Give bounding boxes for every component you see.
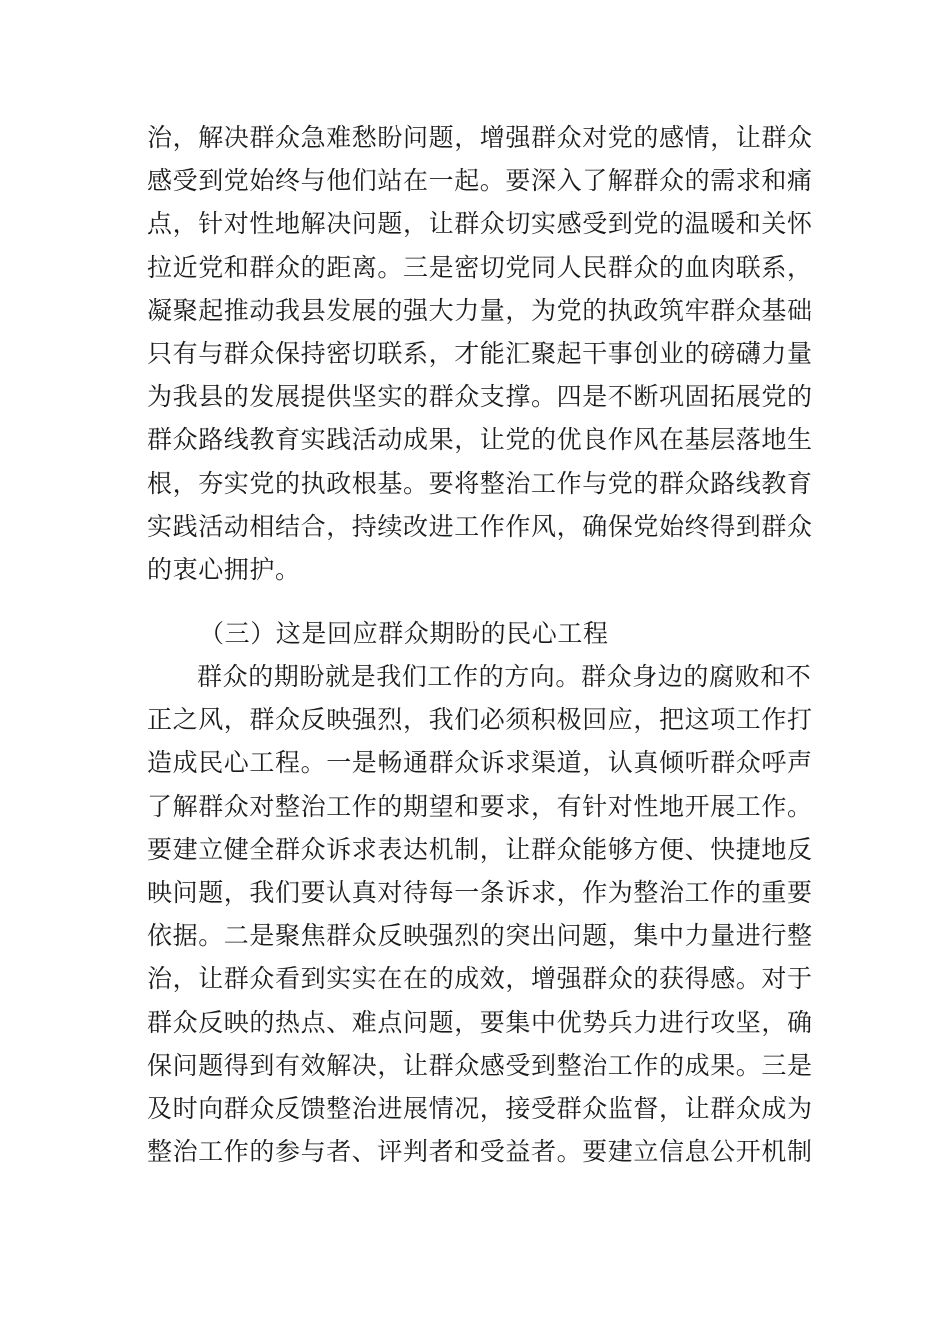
text-line: 映问题，我们要认真对待每一条诉求，作为整治工作的重要 [147, 877, 813, 907]
section-heading-block [147, 612, 807, 655]
section-heading: （三）这是回应群众期盼的民心工程 [199, 619, 609, 648]
text-line: 治，解决群众急难愁盼问题，增强群众对党的感情，让群众 [147, 123, 813, 152]
text-line: 群众的期盼就是我们工作的方向。群众身边的腐败和不 [197, 662, 812, 691]
paragraph-new [147, 655, 813, 1173]
text-line: 只有与群众保持密切联系，才能汇聚起干事创业的磅礴力量 [147, 338, 813, 368]
text-line: 群众反映的热点、难点问题，要集中优势兵力进行攻坚，确 [147, 1007, 813, 1037]
text-line: 的衷心拥护。 [147, 554, 301, 584]
text-line: 拉近党和群众的距离。三是密切党同人民群众的血肉联系， [147, 252, 813, 282]
text-line: 为我县的发展提供坚实的群众支撑。四是不断巩固拓展党的 [147, 382, 813, 412]
text-line: 凝聚起推动我县发展的强大力量，为党的执政筑牢群众基础 [147, 295, 813, 325]
text-line: 感受到党始终与他们站在一起。要深入了解群众的需求和痛 [147, 166, 813, 196]
text-line: 依据。二是聚焦群众反映强烈的突出问题，集中力量进行整 [147, 921, 813, 951]
text-line: 正之风，群众反映强烈，我们必须积极回应，把这项工作打 [147, 705, 813, 735]
paragraph-continued [147, 116, 813, 591]
text-line: 群众路线教育实践活动成果，让党的优良作风在基层落地生 [147, 425, 813, 455]
text-line: 造成民心工程。一是畅通群众诉求渠道，认真倾听群众呼声 [147, 748, 813, 778]
text-line: 实践活动相结合，持续改进工作作风，确保党始终得到群众 [147, 511, 813, 541]
text-line: 根，夯实党的执政根基。要将整治工作与党的群众路线教育 [147, 468, 813, 498]
text-line: 及时向群众反馈整治进展情况，接受群众监督，让群众成为 [147, 1093, 813, 1123]
text-line: 要建立健全群众诉求表达机制，让群众能够方便、快捷地反 [147, 834, 813, 864]
text-line: 保问题得到有效解决，让群众感受到整治工作的成果。三是 [147, 1050, 813, 1080]
text-line: 了解群众对整治工作的期望和要求，有针对性地开展工作。 [147, 791, 813, 821]
text-line: 整治工作的参与者、评判者和受益者。要建立信息公开机制 [147, 1137, 813, 1167]
text-line: 点，针对性地解决问题，让群众切实感受到党的温暖和关怀 [147, 209, 813, 239]
text-line: 治，让群众看到实实在在的成效，增强群众的获得感。对于 [147, 964, 813, 994]
